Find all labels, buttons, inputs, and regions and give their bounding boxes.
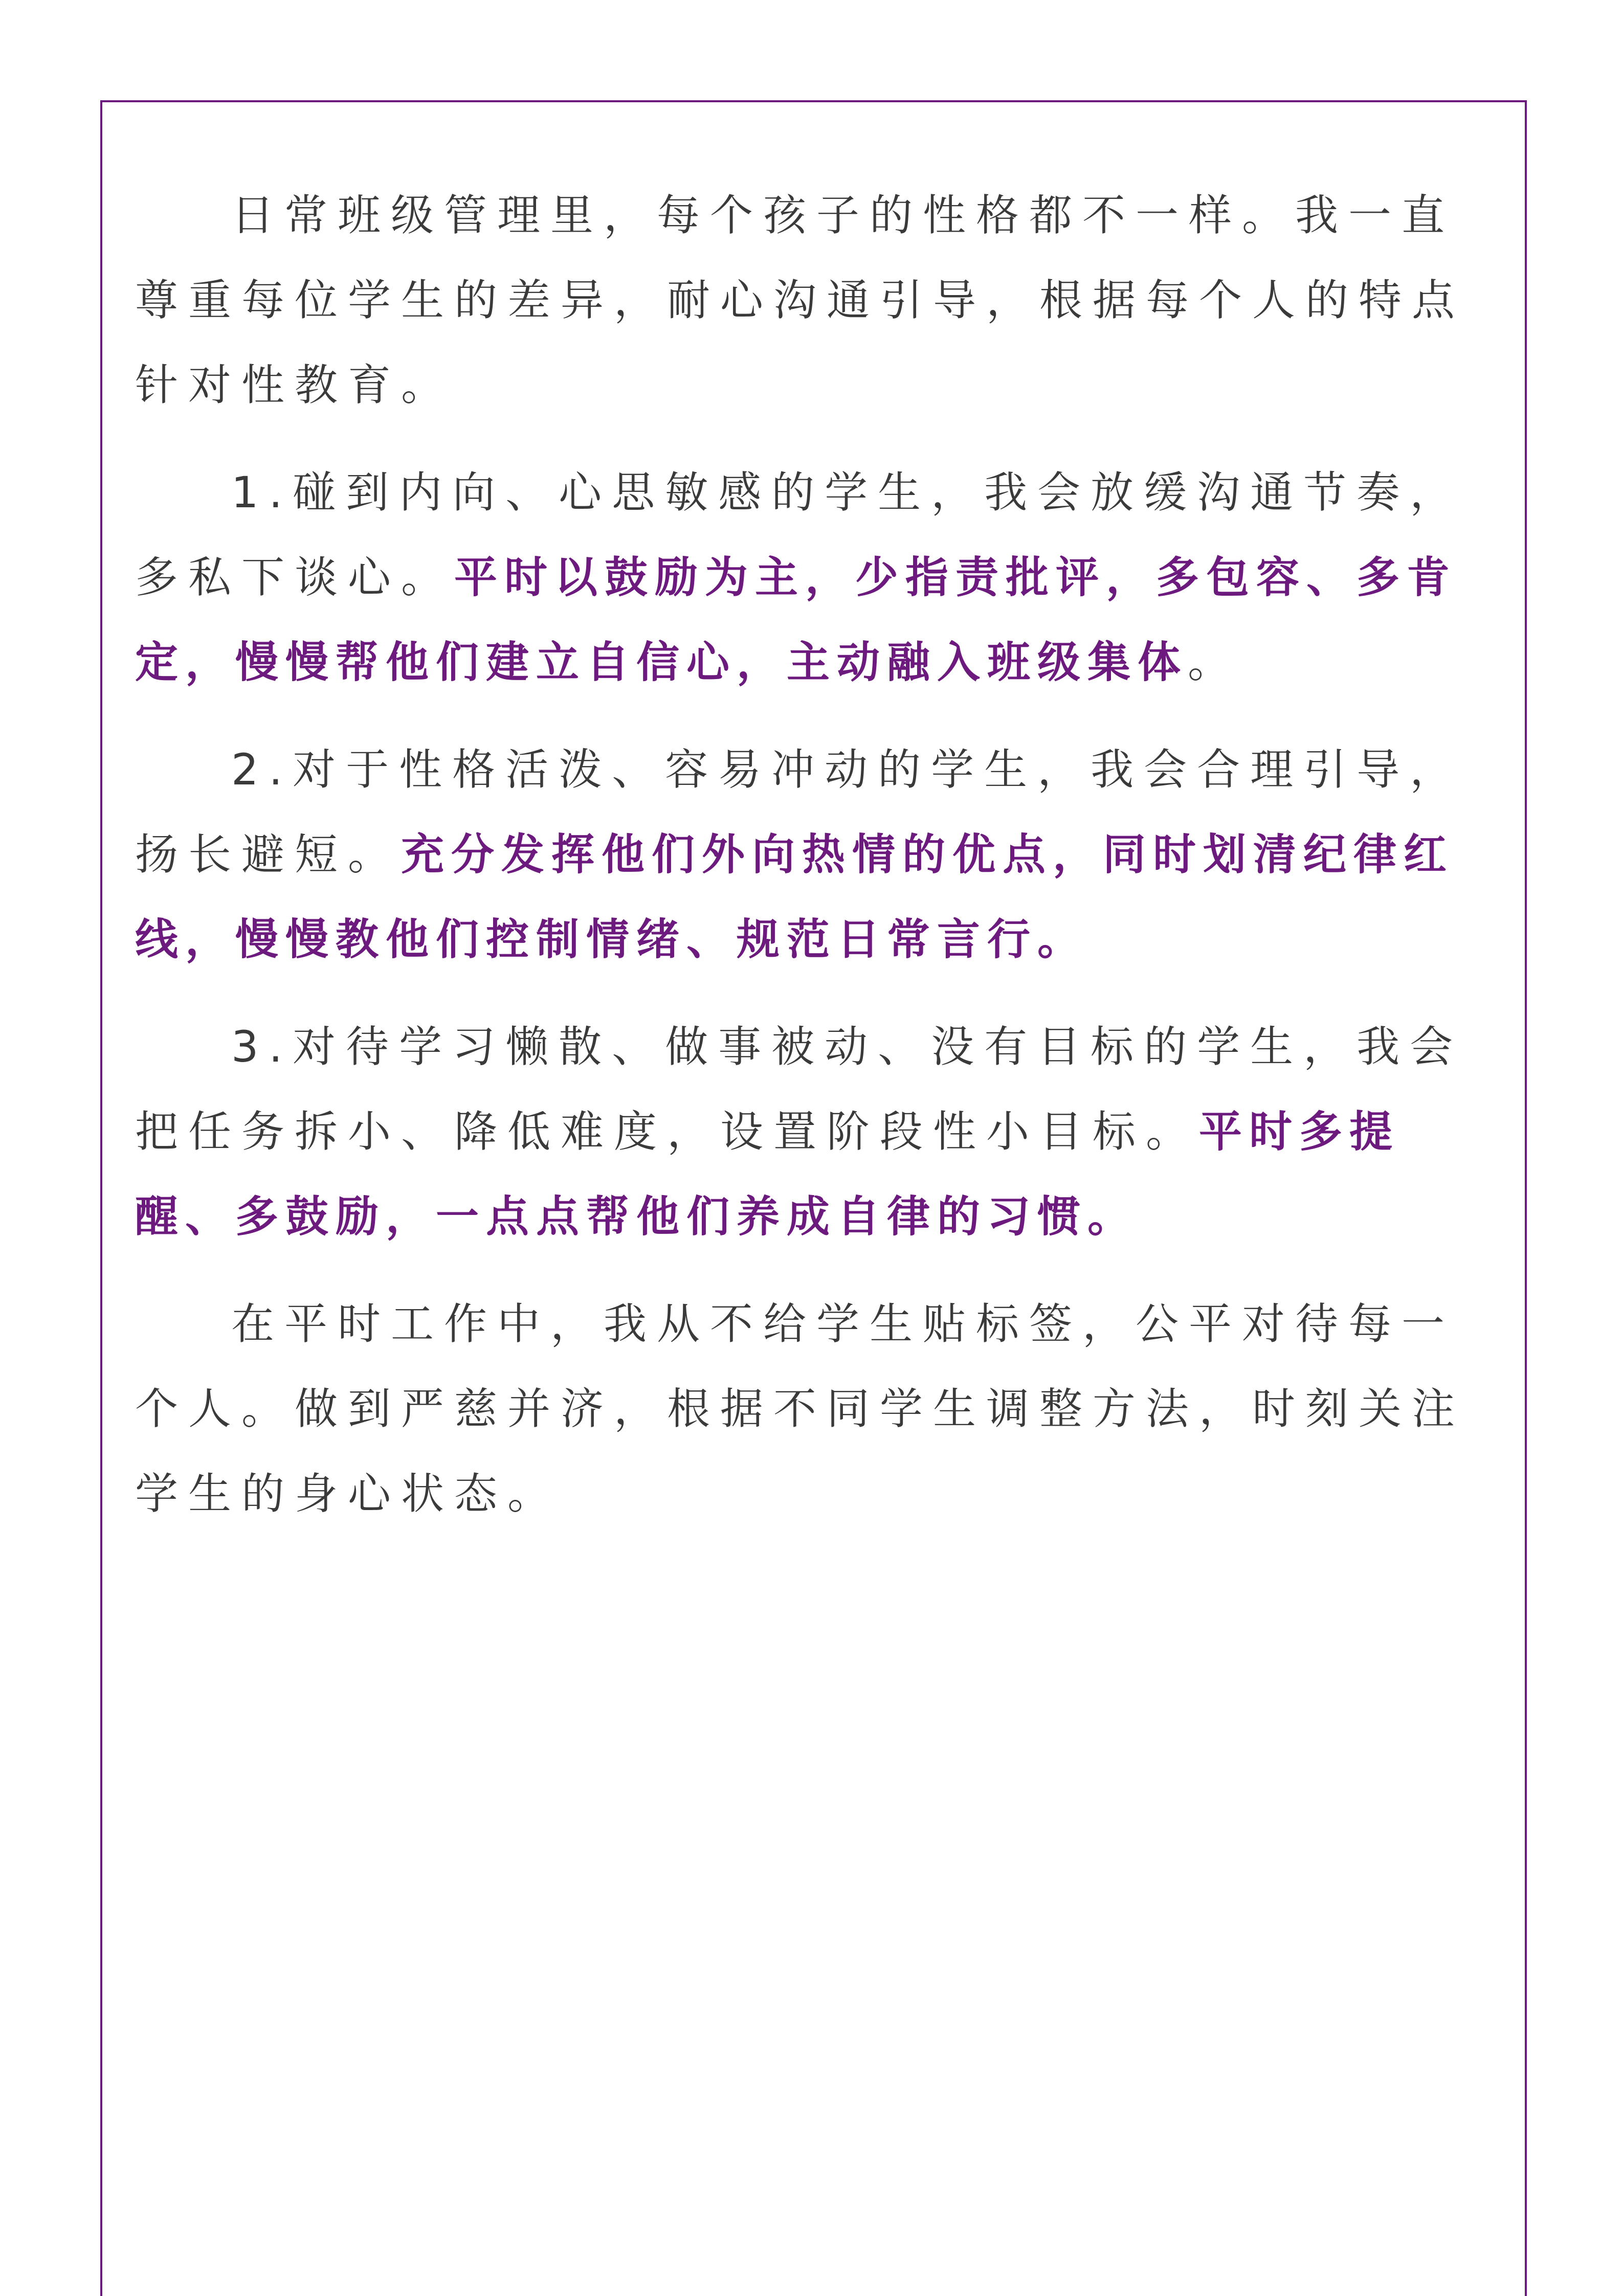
paragraph-intro <box>135 173 1496 427</box>
document-body <box>135 173 1496 1559</box>
paragraph-text: 3.对待学习懒散、做事被动、没有目标的学生，我会把任务拆小、降低难度，设置阶段性小目标。 <box>135 1022 1463 1157</box>
paragraph-tail: 。 <box>1188 637 1241 687</box>
paragraph-point-2 <box>135 727 1496 982</box>
paragraph-conclusion <box>135 1281 1496 1536</box>
paragraph-point-1 <box>135 450 1496 705</box>
paragraph-point-3 <box>135 1004 1496 1259</box>
paragraph-text: 1.碰到内向、心思敏感的学生，我会放缓沟通节奏，多私下谈心。 <box>135 467 1463 602</box>
highlighted-text: 充分发挥他们外向热情的优点，同时划清纪律红线，慢慢教他们控制情绪、规范日常言行。 <box>135 829 1454 964</box>
highlighted-text: 平时以鼓励为主，少指责批评，多包容、多肯定，慢慢帮他们建立自信心，主动融入班级集体 <box>135 552 1457 687</box>
paragraph-text: 2.对于性格活泼、容易冲动的学生，我会合理引导，扬长避短。 <box>135 745 1463 880</box>
paragraph-text: 在平时工作中，我从不给学生贴标签，公平对待每一个人。做到严慈并济，根据不同学生调整方法，时刻关注学生的身心状态。 <box>135 1299 1465 1519</box>
highlighted-text: 平时多提醒、多鼓励，一点点帮他们养成自律的习惯。 <box>135 1107 1400 1242</box>
paragraph-text: 日常班级管理里，每个孩子的性格都不一样。我一直尊重每位学生的差异，耐心沟通引导，根据每个人的特点针对性教育。 <box>135 190 1465 410</box>
